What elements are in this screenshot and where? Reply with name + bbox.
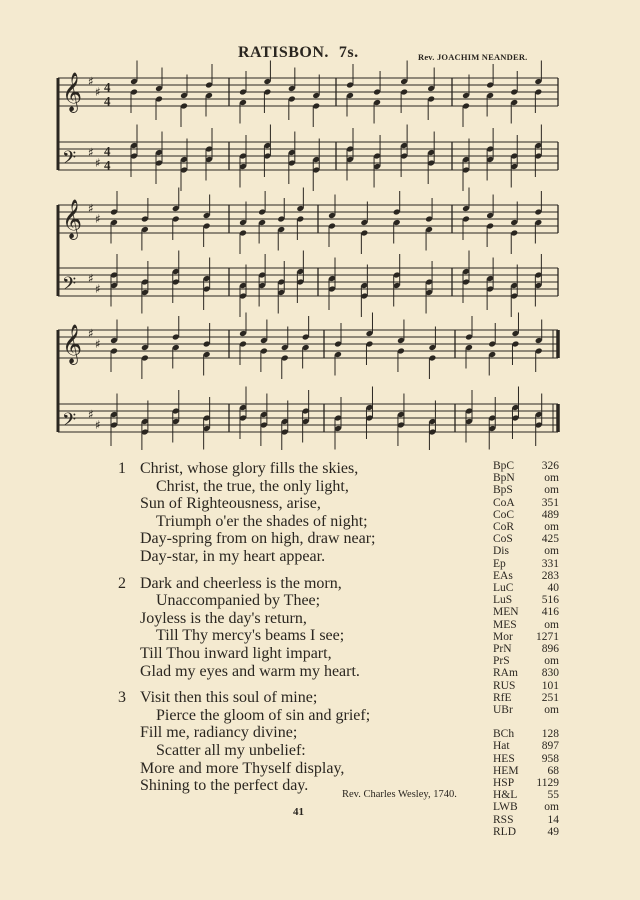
reference-hymnal: CoA bbox=[493, 496, 515, 509]
reference-number: 896 bbox=[541, 643, 559, 656]
reference-row bbox=[493, 472, 559, 484]
verse-line-text: Christ, whose glory fills the skies, bbox=[140, 460, 359, 477]
reference-hymnal: Dis bbox=[493, 545, 509, 558]
verse bbox=[118, 575, 448, 681]
reference-row bbox=[493, 509, 559, 521]
reference-row bbox=[493, 497, 559, 509]
reference-row bbox=[493, 753, 559, 765]
verse bbox=[118, 460, 448, 566]
verse-line bbox=[118, 575, 448, 593]
reference-hymnal: PrS bbox=[493, 655, 510, 668]
reference-number: 55 bbox=[547, 789, 559, 802]
reference-hymnal: MES bbox=[493, 618, 517, 631]
verse-line bbox=[118, 610, 448, 628]
verse-line bbox=[118, 495, 448, 513]
reference-hymnal: H&L bbox=[493, 789, 518, 802]
reference-row bbox=[493, 582, 559, 594]
sharp-sign: ♯ bbox=[95, 418, 101, 433]
reference-hymnal: Ep bbox=[493, 557, 506, 570]
verse-line-text: More and more Thyself display, bbox=[140, 759, 345, 777]
reference-hymnal: BCh bbox=[493, 728, 515, 741]
verse-line bbox=[118, 513, 448, 531]
verse-line bbox=[118, 478, 448, 496]
verse-number: 2 bbox=[118, 574, 126, 592]
reference-row bbox=[493, 801, 559, 813]
sharp-sign: ♯ bbox=[88, 201, 94, 216]
verse-line-text: Unaccompanied by Thee; bbox=[156, 592, 321, 610]
verse-line bbox=[118, 742, 448, 760]
verse-line-text: Shining to the perfect day. bbox=[140, 777, 309, 795]
reference-row bbox=[493, 667, 559, 679]
reference-number: 897 bbox=[541, 740, 559, 753]
reference-row bbox=[493, 606, 559, 618]
reference-hymnal: RUS bbox=[493, 679, 516, 692]
reference-row bbox=[493, 680, 559, 692]
reference-row bbox=[493, 765, 559, 777]
reference-number: 128 bbox=[541, 728, 559, 741]
verse-line-text: Glad my eyes and warm my heart. bbox=[140, 662, 360, 680]
reference-number: 251 bbox=[541, 691, 559, 704]
verse-line bbox=[118, 689, 448, 707]
reference-number: om bbox=[544, 704, 559, 717]
reference-number: om bbox=[544, 545, 559, 558]
reference-hymnal: RSS bbox=[493, 813, 514, 826]
verse-line bbox=[118, 707, 448, 725]
reference-row bbox=[493, 533, 559, 545]
reference-number: 1129 bbox=[536, 777, 559, 790]
reference-row bbox=[493, 789, 559, 801]
reference-hymnal: BpS bbox=[493, 484, 513, 497]
reference-hymnal: CoC bbox=[493, 508, 515, 521]
reference-row bbox=[493, 545, 559, 557]
reference-number: 68 bbox=[547, 764, 559, 777]
verse-line bbox=[118, 724, 448, 742]
reference-row bbox=[493, 826, 559, 838]
meter: 7s. bbox=[338, 44, 359, 61]
bass-clef: 𝄢 bbox=[62, 274, 77, 300]
verse-line-text: Christ, the true, the only light, bbox=[156, 477, 349, 495]
reference-hymnal: RLD bbox=[493, 825, 516, 838]
verse-line-text: Triumph o'er the shades of night; bbox=[156, 512, 368, 530]
reference-hymnal: LWB bbox=[493, 801, 518, 814]
composer-credit: Rev. JOACHIM NEANDER. bbox=[418, 52, 528, 62]
page-number: 41 bbox=[293, 806, 304, 818]
sharp-sign: ♯ bbox=[88, 74, 94, 89]
verse-line-text: Fill me, radiancy divine; bbox=[140, 724, 298, 742]
reference-number: 101 bbox=[541, 679, 559, 692]
reference-hymnal: Hat bbox=[493, 740, 510, 753]
sharp-sign: ♯ bbox=[88, 407, 94, 422]
verse-line bbox=[118, 530, 448, 548]
reference-hymnal: CoR bbox=[493, 521, 515, 534]
sharp-sign: ♯ bbox=[95, 156, 101, 171]
bass-clef: 𝄢 bbox=[62, 410, 77, 436]
reference-number: om bbox=[544, 472, 559, 485]
hymnal-reference-list bbox=[493, 460, 559, 838]
reference-number: 1271 bbox=[536, 630, 559, 643]
reference-number: 489 bbox=[541, 508, 559, 521]
reference-row bbox=[493, 704, 559, 716]
reference-hymnal: HES bbox=[493, 752, 515, 765]
verse-line-text: Joyless is the day's return, bbox=[140, 609, 307, 627]
reference-number: 516 bbox=[541, 594, 559, 607]
reference-row bbox=[493, 570, 559, 582]
reference-number: 958 bbox=[541, 752, 559, 765]
sharp-sign: ♯ bbox=[88, 271, 94, 286]
reference-hymnal: HEM bbox=[493, 764, 519, 777]
verse-line-text: Till Thou inward light impart, bbox=[140, 644, 332, 662]
reference-number: om bbox=[544, 484, 559, 497]
reference-row bbox=[493, 643, 559, 655]
reference-row bbox=[493, 631, 559, 643]
reference-row bbox=[493, 655, 559, 667]
verse-line bbox=[118, 663, 448, 681]
reference-number: 331 bbox=[541, 557, 559, 570]
reference-hymnal: PrN bbox=[493, 643, 512, 656]
reference-number: 40 bbox=[547, 582, 559, 595]
reference-hymnal: BpC bbox=[493, 460, 515, 472]
reference-hymnal: EAs bbox=[493, 569, 513, 582]
reference-number: om bbox=[544, 618, 559, 631]
text-attribution: Rev. Charles Wesley, 1740. bbox=[342, 789, 457, 800]
treble-clef: 𝄞 bbox=[62, 324, 83, 365]
verse-line-text: Dark and cheerless is the morn, bbox=[140, 574, 342, 592]
bass-clef: 𝄢 bbox=[62, 148, 77, 174]
reference-row bbox=[493, 460, 559, 472]
time-signature: 4 bbox=[104, 157, 111, 173]
reference-number: om bbox=[544, 521, 559, 534]
reference-row bbox=[493, 692, 559, 704]
reference-hymnal: BpN bbox=[493, 472, 515, 485]
reference-row bbox=[493, 619, 559, 631]
reference-number: 830 bbox=[541, 667, 559, 680]
reference-number: 326 bbox=[541, 460, 559, 472]
sharp-sign: ♯ bbox=[95, 337, 101, 352]
time-signature: 4 bbox=[104, 143, 111, 159]
reference-row bbox=[493, 558, 559, 570]
reference-number: om bbox=[544, 801, 559, 814]
reference-hymnal: CoS bbox=[493, 533, 513, 546]
sharp-sign: ♯ bbox=[88, 145, 94, 160]
verse-line bbox=[118, 627, 448, 645]
reference-hymnal: RfE bbox=[493, 691, 512, 704]
reference-hymnal: RAm bbox=[493, 667, 518, 680]
reference-hymnal: LuC bbox=[493, 582, 514, 595]
reference-number: 425 bbox=[541, 533, 559, 546]
verse-line bbox=[118, 645, 448, 663]
verses bbox=[118, 460, 448, 804]
verse-line-text: Day-spring from on high, draw near; bbox=[140, 530, 376, 548]
verse-line bbox=[118, 592, 448, 610]
verse-line bbox=[118, 548, 448, 566]
reference-number: 14 bbox=[547, 813, 559, 826]
verse-line bbox=[118, 760, 448, 778]
time-signature: 4 bbox=[104, 93, 111, 109]
reference-row bbox=[493, 484, 559, 496]
reference-row bbox=[493, 777, 559, 789]
reference-number: om bbox=[544, 655, 559, 668]
reference-hymnal: HSP bbox=[493, 777, 515, 790]
reference-number: 49 bbox=[547, 825, 559, 838]
reference-row bbox=[493, 594, 559, 606]
verse bbox=[118, 689, 448, 795]
sharp-sign: ♯ bbox=[95, 282, 101, 297]
treble-clef: 𝄞 bbox=[62, 199, 83, 240]
sharp-sign: ♯ bbox=[88, 326, 94, 341]
verse-line-text: Day-star, in my heart appear. bbox=[140, 547, 326, 565]
reference-number: 283 bbox=[541, 569, 559, 582]
reference-hymnal: MEN bbox=[493, 606, 519, 619]
treble-clef: 𝄞 bbox=[62, 72, 83, 113]
verse-line-text: Pierce the gloom of sin and grief; bbox=[156, 706, 371, 724]
reference-row bbox=[493, 728, 559, 740]
verse-number: 1 bbox=[118, 460, 126, 477]
sharp-sign: ♯ bbox=[95, 212, 101, 227]
reference-hymnal: UBr bbox=[493, 704, 513, 717]
verse-line-text: Scatter all my unbelief: bbox=[156, 741, 306, 759]
reference-hymnal: LuS bbox=[493, 594, 513, 607]
reference-gap bbox=[493, 716, 559, 728]
verse-line-text: Visit then this soul of mine; bbox=[140, 689, 318, 707]
tune-name: RATISBON. bbox=[238, 44, 329, 61]
reference-hymnal: Mor bbox=[493, 630, 513, 643]
time-signature: 4 bbox=[104, 79, 111, 95]
reference-row bbox=[493, 740, 559, 752]
verse-line-text: Sun of Righteousness, arise, bbox=[140, 495, 321, 513]
reference-row bbox=[493, 814, 559, 826]
reference-row bbox=[493, 521, 559, 533]
sharp-sign: ♯ bbox=[95, 85, 101, 100]
verse-line bbox=[118, 460, 448, 478]
reference-number: 351 bbox=[541, 496, 559, 509]
reference-number: 416 bbox=[541, 606, 559, 619]
verse-line-text: Till Thy mercy's beams I see; bbox=[156, 627, 345, 645]
verse-number: 3 bbox=[118, 689, 126, 707]
